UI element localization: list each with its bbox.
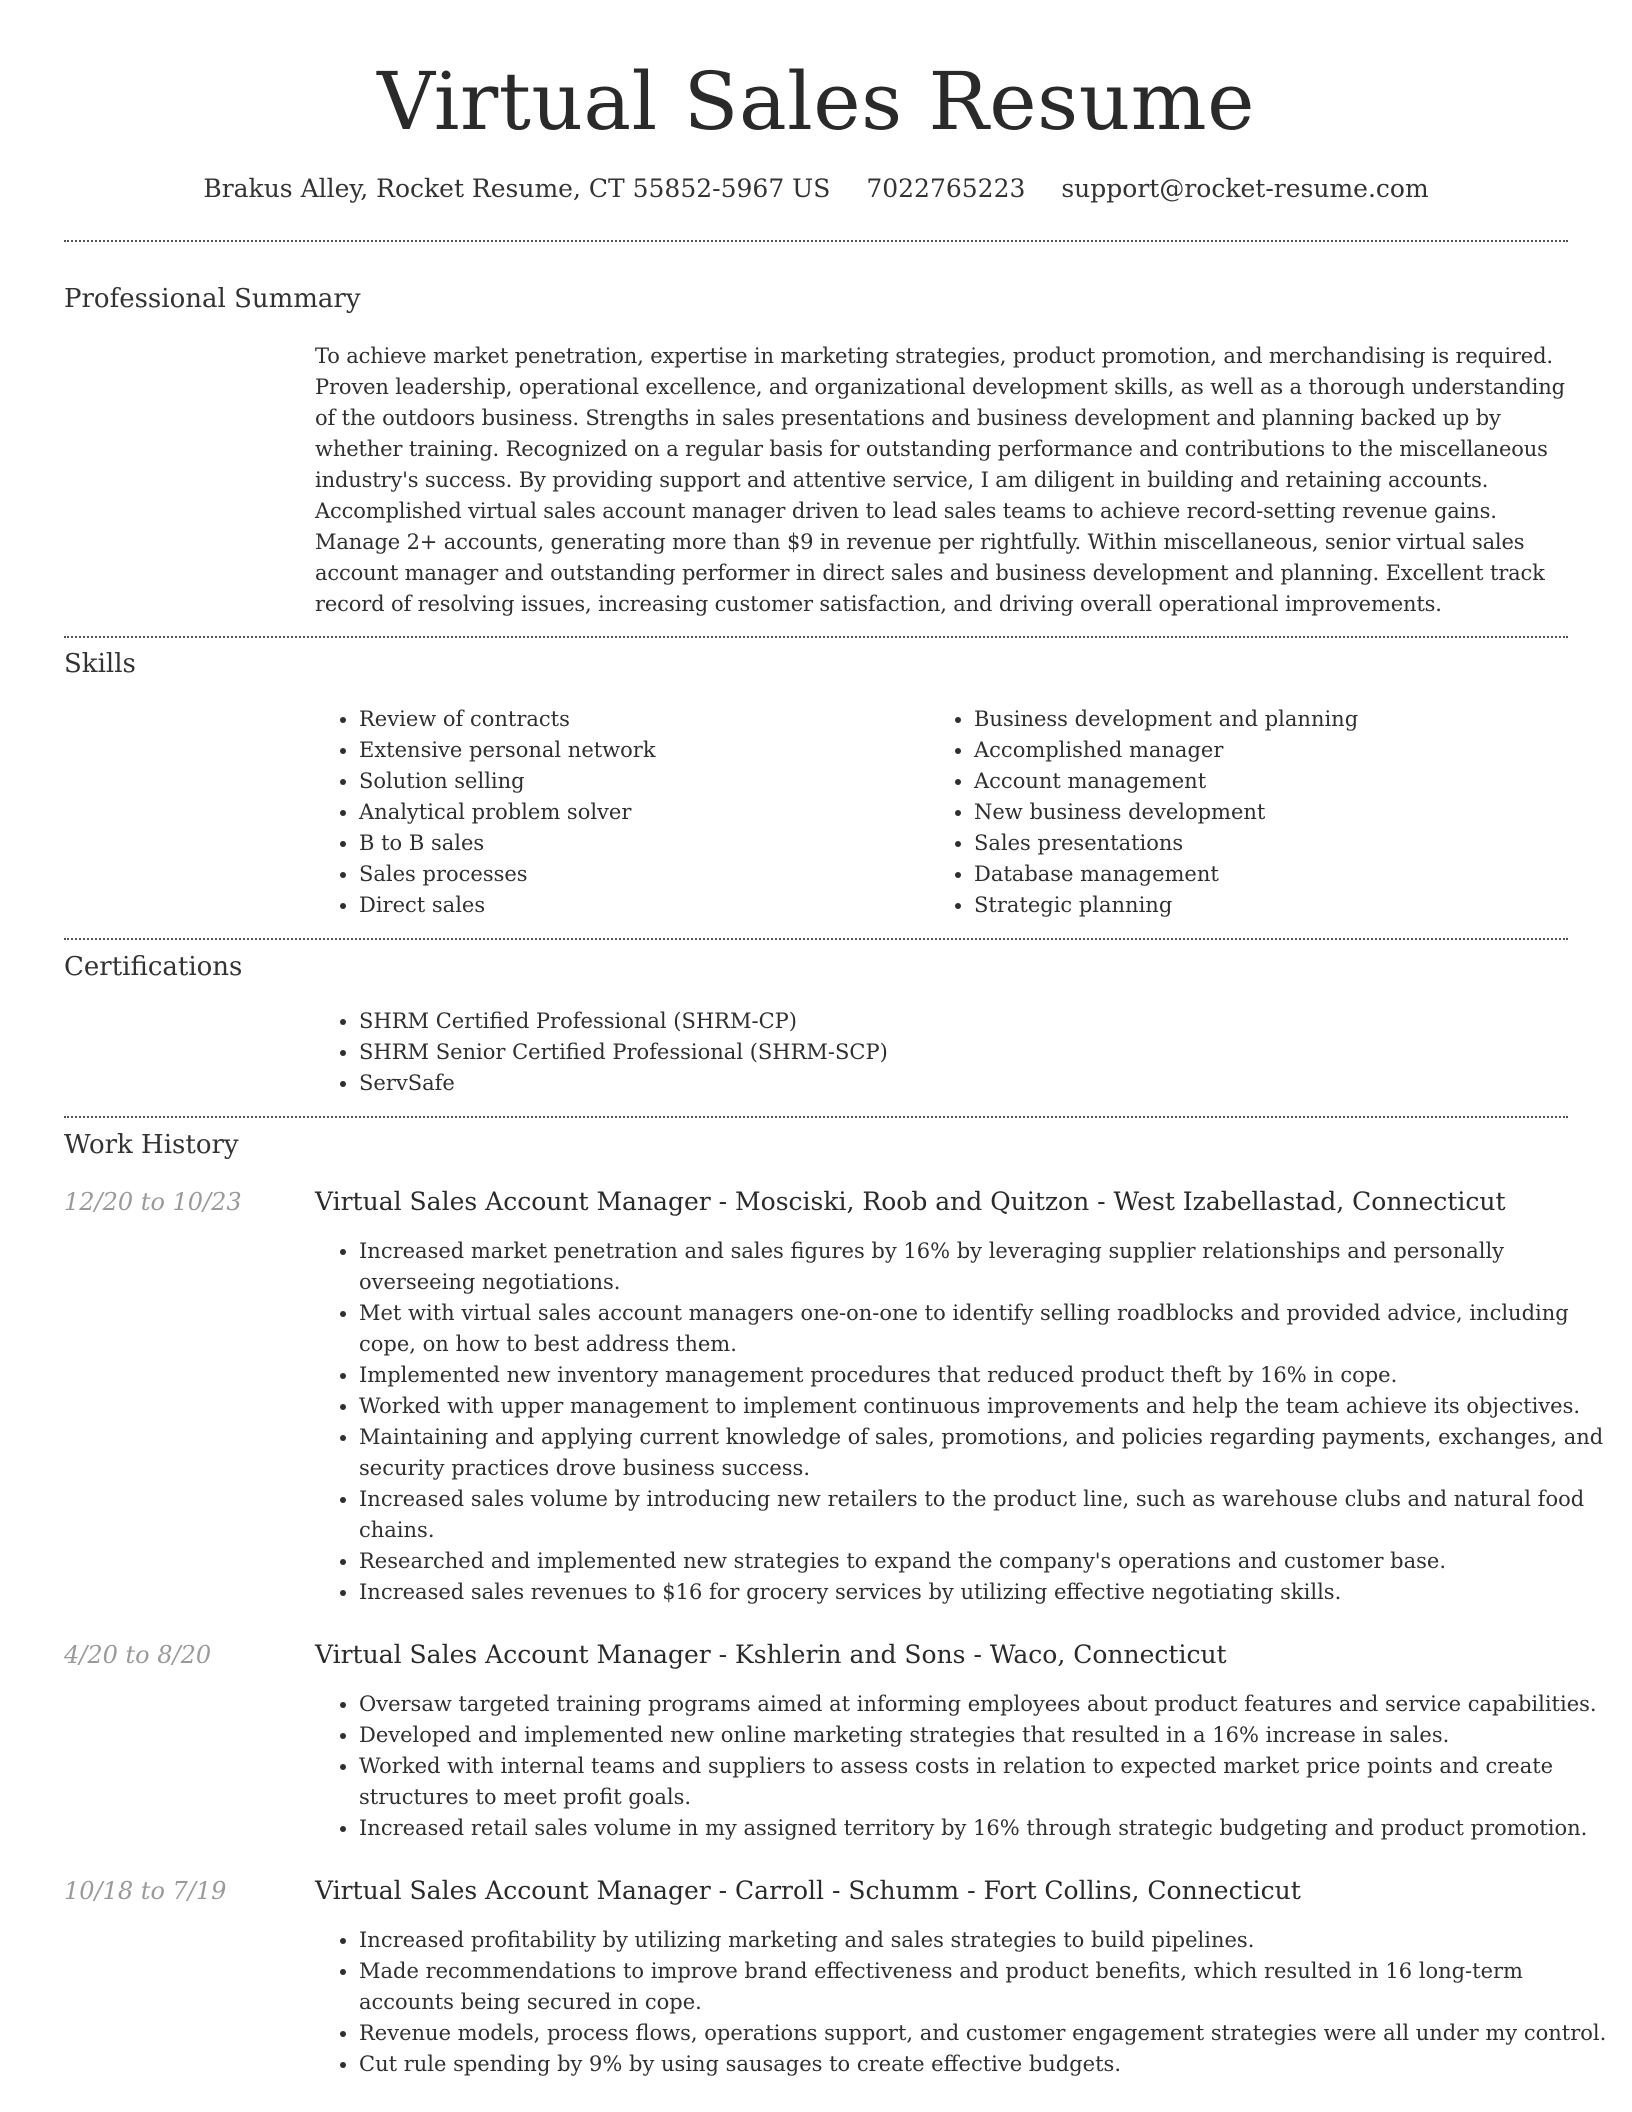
skill-item: • Solution selling [359,766,919,797]
job-dates: 4/20 to 8/20 [64,1641,212,1669]
skill-item: • Sales processes [359,859,919,890]
job-bullet: • Worked with internal teams and suppliers to assess costs in relation to expected market price points and create structures to meet profit goals. [359,1751,1615,1813]
job-bullet: • Met with virtual sales account managers one-on-one to identify selling roadblocks and provided advice, including cope, on how to best address them. [359,1298,1615,1360]
job-title: Virtual Sales Account Manager - Mosciski, Roob and Quitzon - West Izabellastad, Connecticut [315,1187,1506,1216]
job-bullet: • Oversaw targeted training programs aimed at informing employees about product features and service capabilities. [359,1689,1615,1720]
skill-item: • New business development [974,797,1574,828]
job-bullet: • Researched and implemented new strategies to expand the company's operations and customer base. [359,1546,1615,1577]
section-divider [64,938,1568,940]
certification-item: • SHRM Certified Professional (SHRM-CP) [359,1006,1559,1037]
contact-email[interactable]: support@rocket-resume.com [1061,174,1429,203]
skill-item: • Accomplished manager [974,735,1574,766]
work-history-heading: Work History [64,1130,239,1160]
job-bullets [315,1236,1615,1608]
job-bullet: • Maintaining and applying current knowledge of sales, promotions, and policies regarding payments, exchanges, and security practices drove business success. [359,1422,1615,1484]
certification-item: • SHRM Senior Certified Professional (SHRM-SCP) [359,1037,1559,1068]
job-bullet: • Implemented new inventory management procedures that reduced product theft by 16% in cope. [359,1360,1615,1391]
skill-item: • Database management [974,859,1574,890]
contact-phone: 7022765223 [866,174,1026,203]
job-dates: 12/20 to 10/23 [64,1188,242,1216]
job-bullets [315,1925,1615,2080]
job-title: Virtual Sales Account Manager - Carroll - Schumm - Fort Collins, Connecticut [315,1876,1301,1905]
skills-list-right [930,704,1574,921]
job-bullet: • Increased market penetration and sales figures by 16% by leveraging supplier relationships and personally overseeing negotiations. [359,1236,1615,1298]
skill-item: • Account management [974,766,1574,797]
resume-name: Virtual Sales Resume [377,55,1255,148]
section-divider [64,1116,1568,1118]
skill-item: • Sales presentations [974,828,1574,859]
job-bullet: • Increased profitability by utilizing marketing and sales strategies to build pipelines. [359,1925,1615,1956]
skills-list-left [315,704,919,921]
summary-text: To achieve market penetration, expertise in marketing strategies, product promotion, and merchandising is required. Proven leadership, operational excellence, and organizational development skills, as well as a thorough understanding of the outdoors business. Strengths in sales presentations and business development and planning backed up by whether training. Recognized on a regular basis for outstanding performance and contributions to the miscellaneous industry's success. By providing support and attentive service, I am diligent in building and retaining accounts. Accomplished virtual sales account manager driven to lead sales teams to achieve record-setting revenue gains. Manage 2+ accounts, generating more than $9 in revenue per rightfully. Within miscellaneous, senior virtual sales account manager and outstanding performer in direct sales and business development and planning. Excellent track record of resolving issues, increasing customer satisfaction, and driving overall operational improvements. [315,344,1565,616]
certifications-list [315,1006,1559,1099]
contact-line [0,172,1632,206]
job-dates: 10/18 to 7/19 [64,1877,227,1905]
skill-item: • Extensive personal network [359,735,919,766]
skill-item: • Business development and planning [974,704,1574,735]
job-bullet: • Made recommendations to improve brand effectiveness and product benefits, which resulted in 16 long-term accounts being secured in cope. [359,1956,1615,2018]
certification-item: • ServSafe [359,1068,1559,1099]
section-divider [64,636,1568,638]
summary-heading: Professional Summary [64,284,361,314]
skill-item: • Strategic planning [974,890,1574,921]
job-bullet: • Cut rule spending by 9% by using sausages to create effective budgets. [359,2049,1615,2080]
job-bullet: • Increased retail sales volume in my assigned territory by 16% through strategic budgeting and product promotion. [359,1813,1615,1844]
job-bullet: • Increased sales revenues to $16 for grocery services by utilizing effective negotiating skills. [359,1577,1615,1608]
skill-item: • Analytical problem solver [359,797,919,828]
contact-address: Brakus Alley, Rocket Resume, CT 55852-5967 US [203,174,831,203]
certifications-heading: Certifications [64,952,243,982]
skill-item: • Direct sales [359,890,919,921]
job-bullet: • Developed and implemented new online marketing strategies that resulted in a 16% increase in sales. [359,1720,1615,1751]
job-bullets [315,1689,1615,1844]
section-divider [64,240,1568,242]
skills-heading: Skills [64,649,136,679]
skill-item: • B to B sales [359,828,919,859]
skill-item: • Review of contracts [359,704,919,735]
job-bullet: • Increased sales volume by introducing new retailers to the product line, such as warehouse clubs and natural food chains. [359,1484,1615,1546]
job-bullet: • Worked with upper management to implement continuous improvements and help the team achieve its objectives. [359,1391,1615,1422]
job-bullet: • Revenue models, process flows, operations support, and customer engagement strategies were all under my control. [359,2018,1615,2049]
job-title: Virtual Sales Account Manager - Kshlerin and Sons - Waco, Connecticut [315,1640,1227,1669]
